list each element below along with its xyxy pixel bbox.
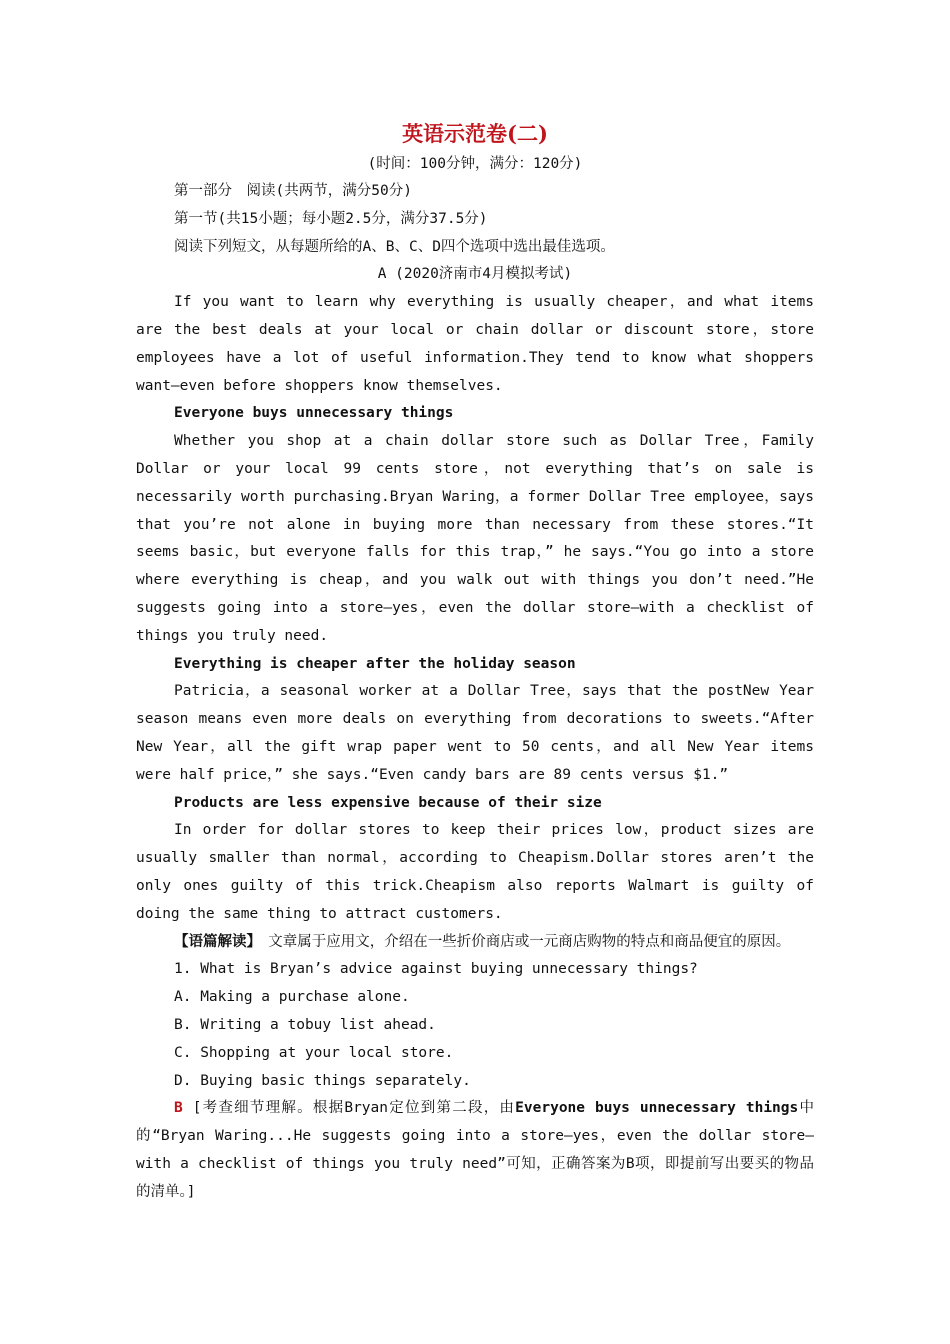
part-heading: 第一部分 阅读(共两节，满分50分): [174, 183, 412, 199]
section-heading: 第一节(共15小题；每小题2.5分，满分37.5分): [174, 210, 488, 227]
option-d: D. Buying basic things separately.: [174, 1072, 471, 1089]
passage-paragraph-3: In order for dollar stores to keep their prices low，product sizes are usually smaller than normal，according to Cheapism.Dollar stores aren’t the only ones guilty of this trick.Cheapism also reports Walmart is guilty of doing the same thing to attract customers.: [136, 822, 814, 922]
page-title: 英语示范卷(二): [402, 121, 548, 146]
exam-info: (时间：100分钟，满分：120分): [367, 156, 583, 172]
passage-label: A (2020济南市4月模拟考试): [377, 266, 573, 283]
document-page: [136, 118, 814, 1206]
passage-heading-2: Everything is cheaper after the holiday season: [174, 655, 576, 672]
passage-heading-1: Everyone buys unnecessary things: [174, 405, 454, 422]
analysis-text: 文章属于应用文，介绍在一些折价商店或一元商店购物的特点和商品便宜的原因。: [253, 933, 791, 950]
explanation-keyword: Everyone buys unnecessary things: [515, 1100, 799, 1117]
answer-letter: B: [174, 1100, 183, 1117]
passage-intro: If you want to learn why everything is usually cheaper，and what items are the best deals at your local or chain dollar or discount store，store employees have a lot of useful information.They tend to know what shoppers want—even before shoppers know themselves.: [136, 294, 814, 394]
passage-analysis: [136, 929, 814, 957]
question-1-stem: 1. What is Bryan’s advice against buying unnecessary things?: [174, 961, 698, 978]
answer-explanation: [136, 1095, 814, 1206]
passage-heading-3: Products are less expensive because of their size: [174, 794, 602, 811]
passage-paragraph-2: Patricia，a seasonal worker at a Dollar Tree，says that the postNew Year season means even more deals on everything from decorations to sweets.“After New Year，all the gift wrap paper went to 50 cents，and all New Year items were half price，” she says.“Even candy bars are 89 cents versus $1.”: [136, 683, 814, 783]
explanation-pre: [考查细节理解。根据Bryan定位到第二段，由: [182, 1100, 516, 1117]
passage-paragraph-1: Whether you shop at a chain dollar store such as Dollar Tree，Family Dollar or your local 99 cents store，not everything that’s on sale is necessarily worth purchasing.Bryan Waring，a former Dollar Tree employee，says that you’re not alone in buying more than necessary from these stores.“It seems basic，but everyone falls for this trap，” he says.“You go into a store where everything is cheap，and you walk out with things you don’t need.”He suggests going into a store—yes，even the dollar store—with a checklist of things you truly need.: [136, 433, 814, 644]
option-c: C. Shopping at your local store.: [174, 1044, 454, 1061]
option-b: B. Writing a tobuy list ahead.: [174, 1016, 436, 1033]
analysis-tag: 【语篇解读】: [174, 933, 254, 950]
explanation-post: 中的“Bryan Waring...He suggests going into a store—yes，even the dollar store—with a checklist of things you truly need”可知，正确答案为B项，即提前写出要买的物品的清单。]: [136, 1100, 814, 1200]
instruction: 阅读下列短文，从每题所给的A、B、C、D四个选项中选出最佳选项。: [174, 238, 615, 255]
option-a: A. Making a purchase alone.: [174, 989, 410, 1006]
